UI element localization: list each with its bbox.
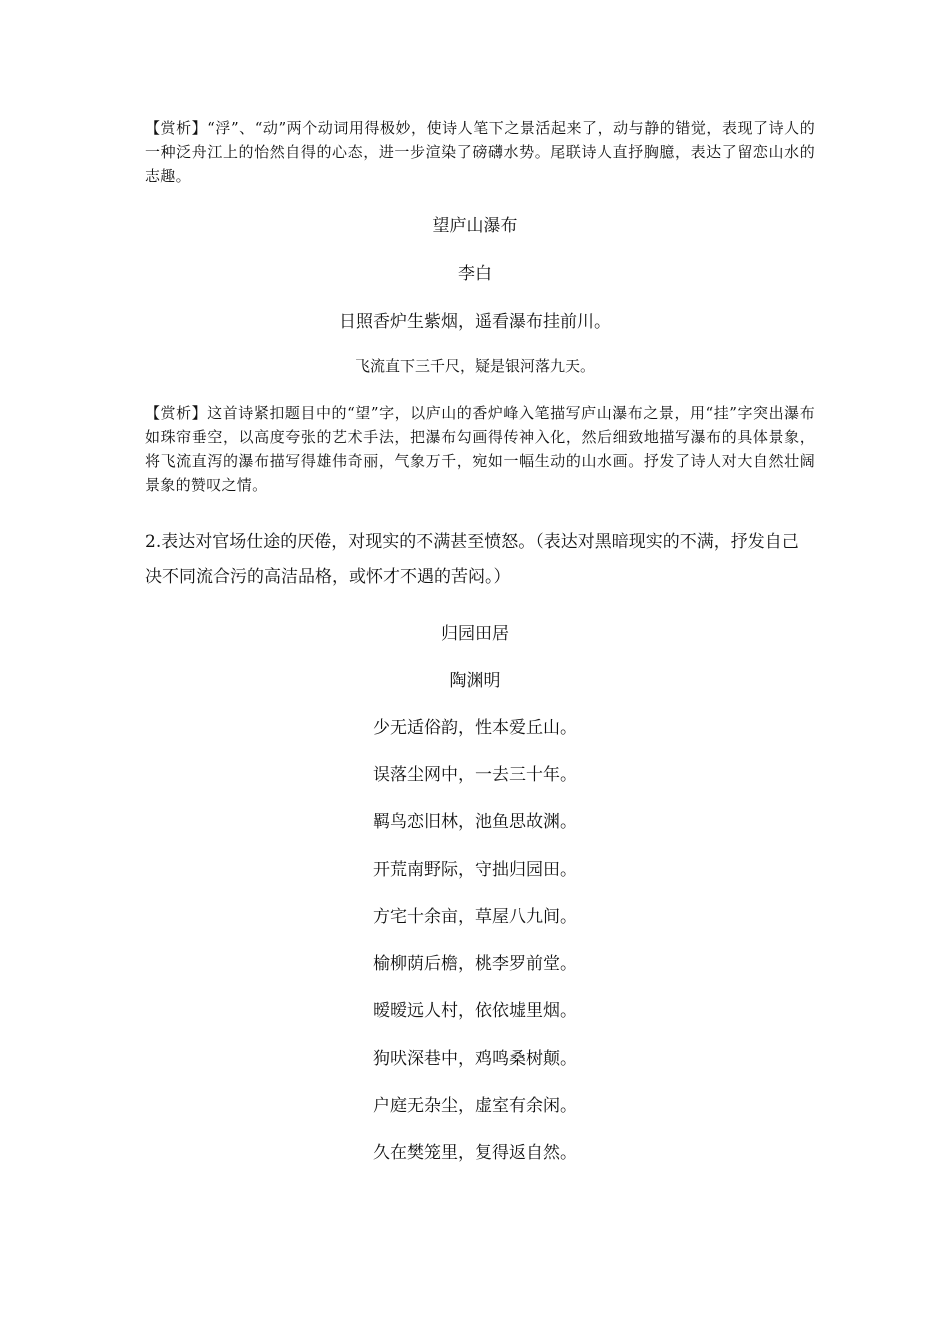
poem-1-title: 望庐山瀑布 (432, 216, 518, 236)
poem-2-line: 久在樊笼里，复得返自然。 (373, 1143, 577, 1163)
poem-2-line: 羁鸟恋旧林，池鱼思故渊。 (373, 812, 577, 832)
poem-2-line: 少无适俗韵，性本爱丘山。 (373, 718, 577, 738)
poem-2-line: 狗吠深巷中，鸡鸣桑树颠。 (373, 1049, 577, 1069)
section-2-heading: 2.表达对官场仕途的厌倦，对现实的不满甚至愤怒。（表达对黑暗现实的不满，抒发自己决不同流合污的高洁品格，或怀才不遇的苦闷。） (145, 532, 799, 587)
analysis-paragraph-2: 【赏析】这首诗紧扣题目中的“望”字，以庐山的香炉峰入笔描写庐山瀑布之景，用“挂”字突出瀑布如珠帘垂空，以高度夸张的艺术手法，把瀑布勾画得传神入化，然后细致地描写瀑布的具体景象，将飞流直泻的瀑布描写得雄伟奇丽，气象万千，宛如一幅生动的山水画。抒发了诗人对大自然壮阔景象的赞叹之情。 (145, 404, 815, 494)
poem-2-author: 陶渊明 (449, 671, 501, 691)
poem-2-line: 方宅十余亩，草屋八九间。 (373, 907, 577, 927)
poem-1-line: 飞流直下三千尺，疑是银河落九天。 (354, 357, 595, 375)
analysis-paragraph-1: 【赏析】“浮”、“动”两个动词用得极妙，使诗人笔下之景活起来了，动与静的错觉，表现了诗人的一种泛舟江上的怡然自得的心态，进一步渲染了磅礴水势。尾联诗人直抒胸臆，表达了留恋山水的志趣。 (145, 119, 815, 185)
poem-2-line: 户庭无杂尘，虚室有余闲。 (373, 1096, 577, 1116)
poem-2-title: 归园田居 (441, 624, 509, 644)
poem-2-line: 误落尘网中，一去三十年。 (373, 765, 577, 785)
poem-1-author: 李白 (458, 264, 492, 284)
poem-2-line: 榆柳荫后檐，桃李罗前堂。 (373, 954, 577, 974)
poem-2-line: 开荒南野际，守拙归园田。 (373, 860, 577, 880)
poem-2-line: 暧暧远人村，依依墟里烟。 (373, 1001, 577, 1021)
poem-1-line: 日照香炉生紫烟，遥看瀑布挂前川。 (339, 312, 611, 332)
